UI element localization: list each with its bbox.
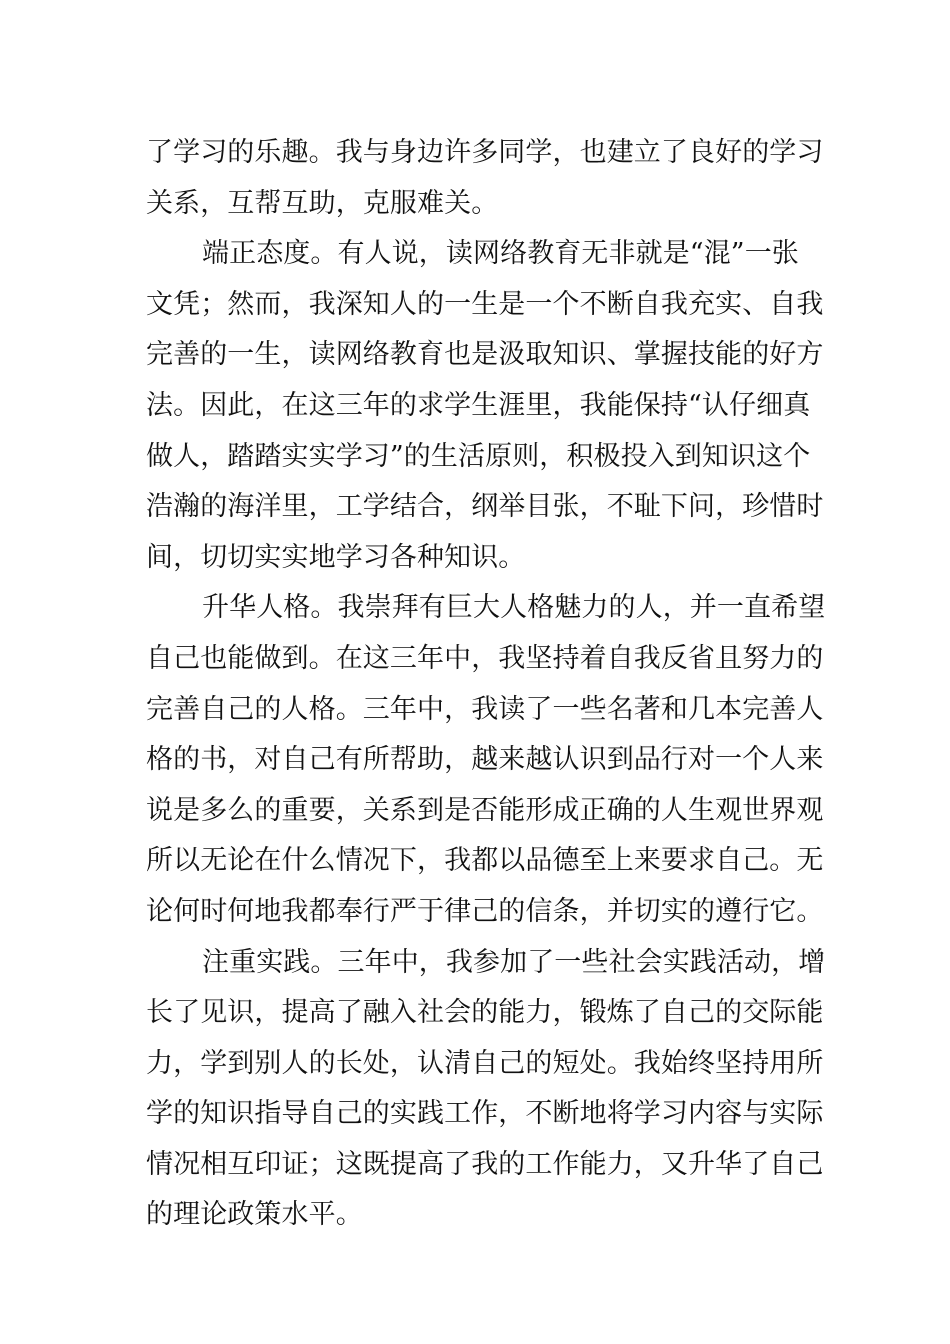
text-line: 学的知识指导自己的实践工作，不断地将学习内容与实际 xyxy=(146,1098,824,1130)
text-line: 了学习的乐趣。我与身边许多同学，也建立了良好的学习 xyxy=(146,137,824,168)
text-line: 论何时何地我都奉行严于律己的信条，并切实的遵行它。 xyxy=(146,895,824,927)
text-line: 格的书，对自己有所帮助，越来越认识到品行对一个人来 xyxy=(146,744,824,776)
text-line: 所以无论在什么情况下，我都以品德至上来要求自己。无 xyxy=(146,845,824,877)
text-line: 完善的一生，读网络教育也是汲取知识、掌握技能的好方 xyxy=(146,339,824,371)
body-text xyxy=(146,128,826,1241)
text-line: 法。因此，在这三年的求学生涯里，我能保持“认仔细真 xyxy=(146,389,811,421)
paragraph-first-line: 升华人格。我崇拜有巨大人格魅力的人，并一直希望 xyxy=(202,592,826,624)
text-line: 关系，互帮互助，克服难关。 xyxy=(146,187,499,219)
text-line: 的理论政策水平。 xyxy=(146,1199,363,1231)
text-line: 自己也能做到。在这三年中，我坚持着自我反省且努力的 xyxy=(146,642,824,674)
text-line: 情况相互印证；这既提高了我的工作能力，又升华了自己 xyxy=(146,1148,824,1180)
text-line: 浩瀚的海洋里，工学结合，纲举目张，不耻下问，珍惜时 xyxy=(146,491,824,523)
text-line: 长了见识，提高了融入社会的能力，锻炼了自己的交际能 xyxy=(146,997,824,1029)
text-line: 间，切切实实地学习各种知识。 xyxy=(146,541,526,573)
text-line: 完善自己的人格。三年中，我读了一些名著和几本完善人 xyxy=(146,693,824,725)
text-line: 力，学到别人的长处，认清自己的短处。我始终坚持用所 xyxy=(146,1047,824,1079)
text-line: 做人，踏踏实实学习”的生活原则，积极投入到知识这个 xyxy=(146,440,811,472)
text-line: 说是多么的重要，关系到是否能形成正确的人生观世界观 xyxy=(146,794,824,826)
paragraph-first-line: 注重实践。三年中，我参加了一些社会实践活动，增 xyxy=(202,946,826,978)
text-line: 文凭；然而，我深知人的一生是一个不断自我充实、自我 xyxy=(146,288,824,320)
paragraph-first-line: 端正态度。有人说，读网络教育无非就是“混”一张 xyxy=(202,238,799,270)
